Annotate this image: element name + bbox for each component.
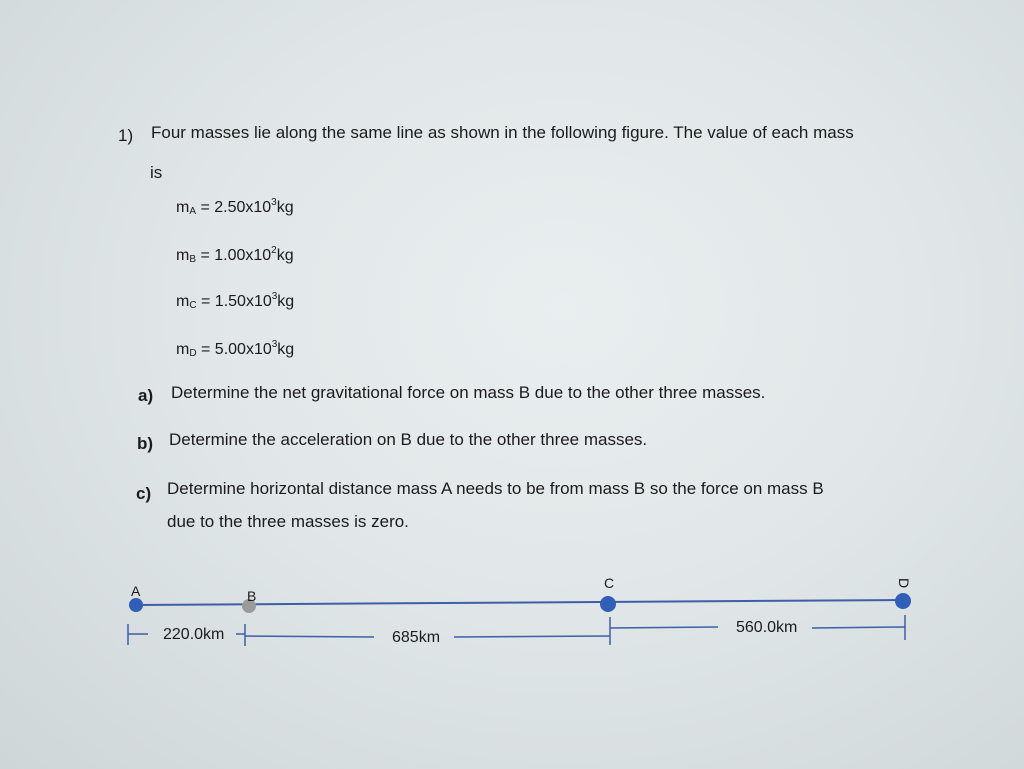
question-text-continued: is <box>150 163 163 182</box>
distance-ab: 220.0km <box>163 626 225 643</box>
distance-bc: 685km <box>392 629 441 646</box>
question-number: 1) <box>118 126 134 145</box>
part-a-text: Determine the net gravitational force on mass B due to the other three masses. <box>171 383 766 402</box>
part-c-letter: c) <box>136 484 152 503</box>
mass-b-value: $m_B = 1.00x10^2kg$ <box>176 245 294 265</box>
label-a: A <box>131 583 141 599</box>
part-a-letter: a) <box>138 386 154 405</box>
mass-a-value: $m_A = 2.50x10^3kg$ <box>176 197 294 217</box>
mass-c-dot <box>600 596 616 612</box>
part-b-text: Determine the acceleration on B due to the other three masses. <box>169 430 648 449</box>
question-text: Four masses lie along the same line as shown in the following figure. The value of each mass <box>151 123 854 142</box>
part-c-text: Determine horizontal distance mass A needs to be from mass B so the force on mass B <box>167 479 824 498</box>
mass-a-dot <box>129 598 143 612</box>
label-d: D <box>896 578 912 589</box>
label-b: B <box>247 588 257 604</box>
mass-d-value: $m_D = 5.00x10^3kg$ <box>176 339 295 359</box>
mass-d-dot <box>895 593 911 609</box>
mass-c-value: $m_C = 1.50x10^3kg$ <box>176 291 295 311</box>
part-b-letter: b) <box>137 434 154 453</box>
label-c: C <box>604 575 615 591</box>
distance-cd: 560.0km <box>736 619 798 636</box>
part-c-text-continued: due to the three masses is zero. <box>167 512 409 531</box>
